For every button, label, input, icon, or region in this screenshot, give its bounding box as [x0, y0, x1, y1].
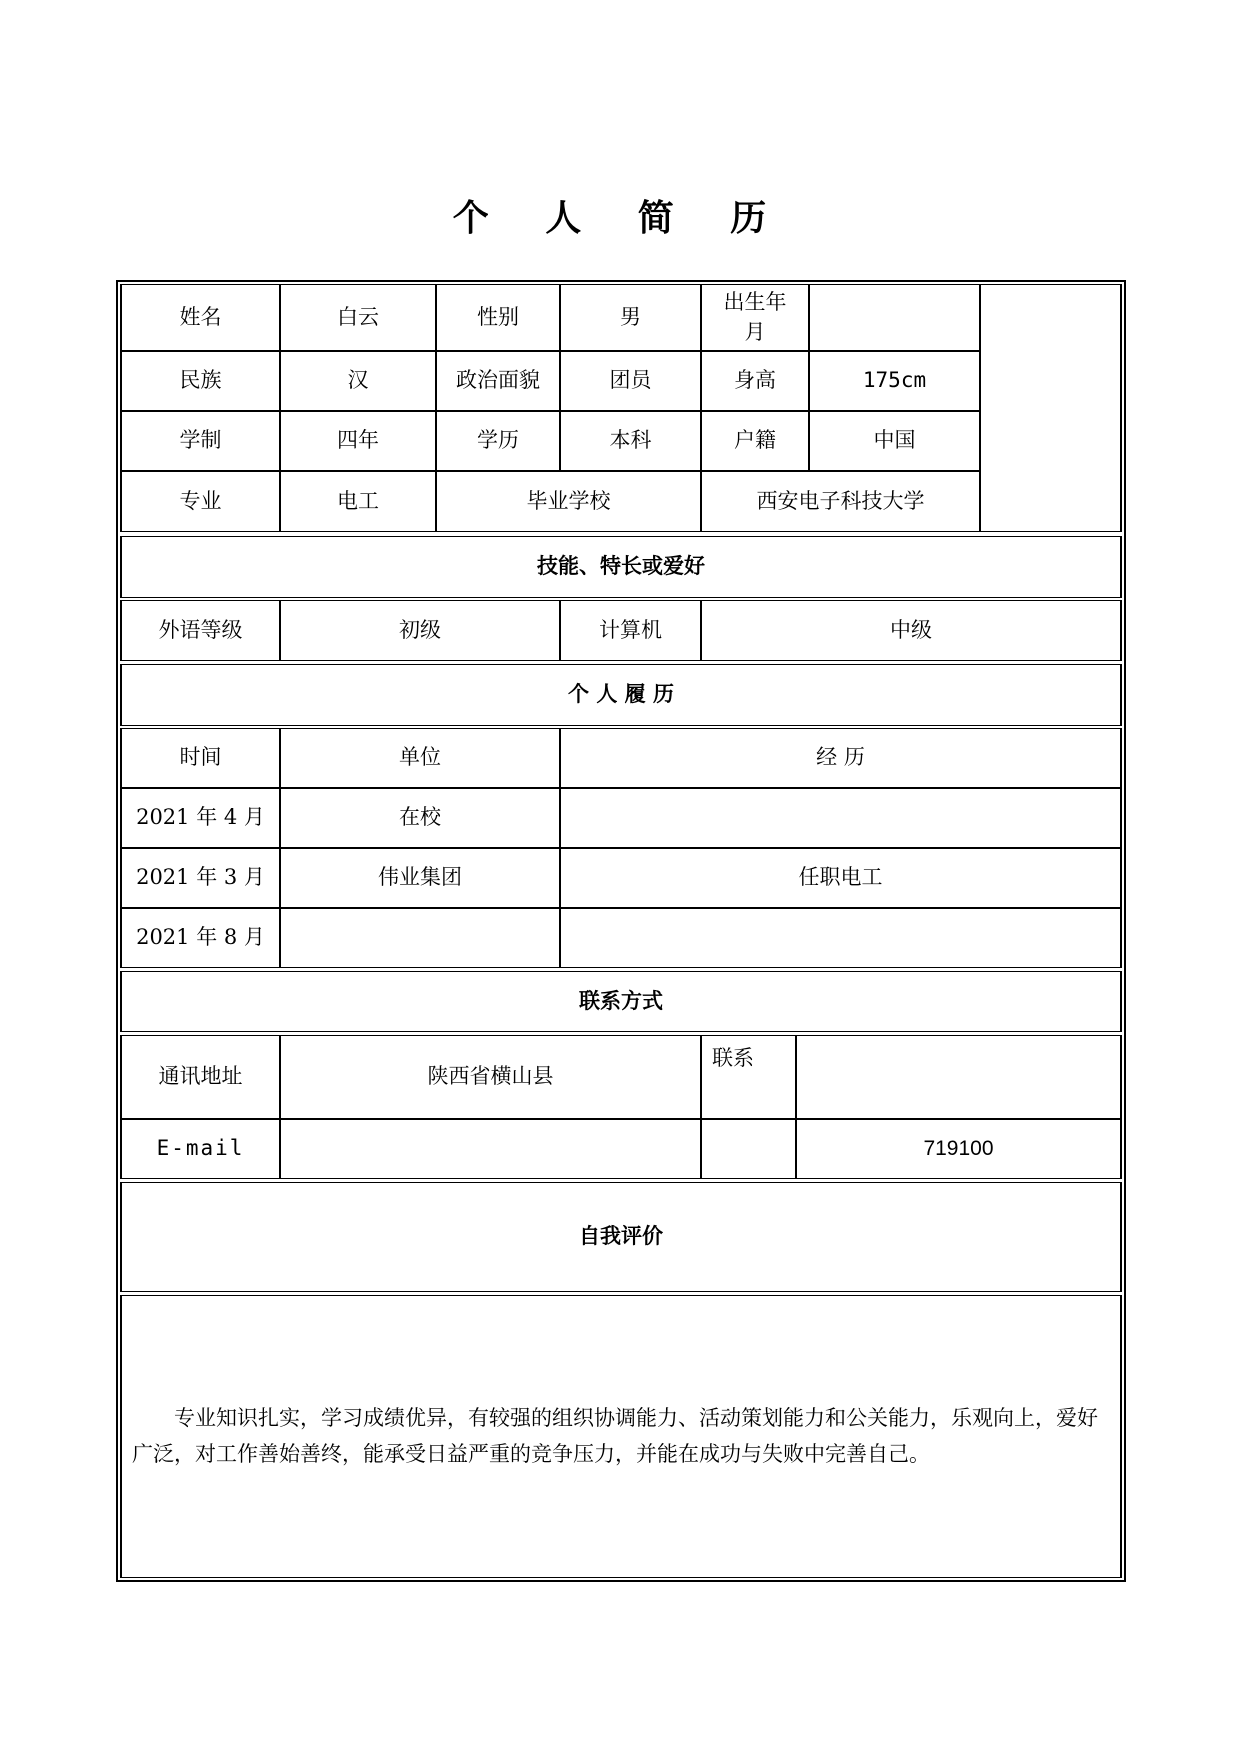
skills-heading: 技能、特长或爱好 [120, 536, 1122, 598]
history-row-experience: 任职电工 [560, 848, 1122, 908]
hukou-value: 中国 [809, 411, 980, 471]
postcode-value: 719100 [796, 1119, 1122, 1179]
political-label: 政治面貌 [436, 351, 560, 411]
height-label: 身高 [701, 351, 809, 411]
photo-area [980, 284, 1122, 532]
history-row-time: 2021 年 8 月 [120, 908, 280, 968]
ethnic-label: 民族 [120, 351, 280, 411]
ethnic-value: 汉 [280, 351, 436, 411]
email-value [280, 1119, 701, 1179]
address-label: 通讯地址 [120, 1035, 280, 1119]
history-row-time: 2021 年 3 月 [120, 848, 280, 908]
history-row-experience [560, 788, 1122, 848]
major-label: 专业 [120, 471, 280, 532]
history-row-unit: 伟业集团 [280, 848, 560, 908]
name-value: 白云 [280, 284, 436, 351]
page-title: 个 人 简 历 [452, 198, 789, 239]
evaluation-heading: 自我评价 [120, 1182, 1122, 1292]
major-value: 电工 [280, 471, 436, 532]
computer-value: 中级 [701, 600, 1122, 661]
name-label: 姓名 [120, 284, 280, 351]
history-col-time: 时间 [120, 728, 280, 788]
contact-value [796, 1035, 1122, 1119]
gender-label: 性别 [436, 284, 560, 351]
schooling-value: 四年 [280, 411, 436, 471]
schooling-label: 学制 [120, 411, 280, 471]
postcode-label [701, 1119, 796, 1179]
height-value: 175cm [809, 351, 980, 411]
education-label: 学历 [436, 411, 560, 471]
history-row-unit [280, 908, 560, 968]
foreign-language-label: 外语等级 [120, 600, 280, 661]
foreign-language-value: 初级 [280, 600, 560, 661]
computer-label: 计算机 [560, 600, 701, 661]
birth-value [809, 284, 980, 351]
school-label: 毕业学校 [436, 471, 701, 532]
history-col-unit: 单位 [280, 728, 560, 788]
history-row-experience [560, 908, 1122, 968]
school-value: 西安电子科技大学 [701, 471, 980, 532]
history-col-experience: 经 历 [560, 728, 1122, 788]
history-row-unit: 在校 [280, 788, 560, 848]
hukou-label: 户籍 [701, 411, 809, 471]
contact-label: 联系 [701, 1035, 796, 1119]
gender-value: 男 [560, 284, 701, 351]
history-row-time: 2021 年 4 月 [120, 788, 280, 848]
history-heading: 个 人 履 历 [120, 664, 1122, 726]
evaluation-text: 专业知识扎实，学习成绩优异，有较强的组织协调能力、活动策划能力和公关能力，乐观向上，爱好广泛，对工作善始善终，能承受日益严重的竞争压力，并能在成功与失败中完善自己。 [120, 1295, 1122, 1578]
email-label: E-mail [120, 1119, 280, 1179]
contact-heading: 联系方式 [120, 971, 1122, 1032]
political-value: 团员 [560, 351, 701, 411]
education-value: 本科 [560, 411, 701, 471]
address-value: 陕西省横山县 [280, 1035, 701, 1119]
birth-label: 出生年月 [701, 284, 809, 351]
